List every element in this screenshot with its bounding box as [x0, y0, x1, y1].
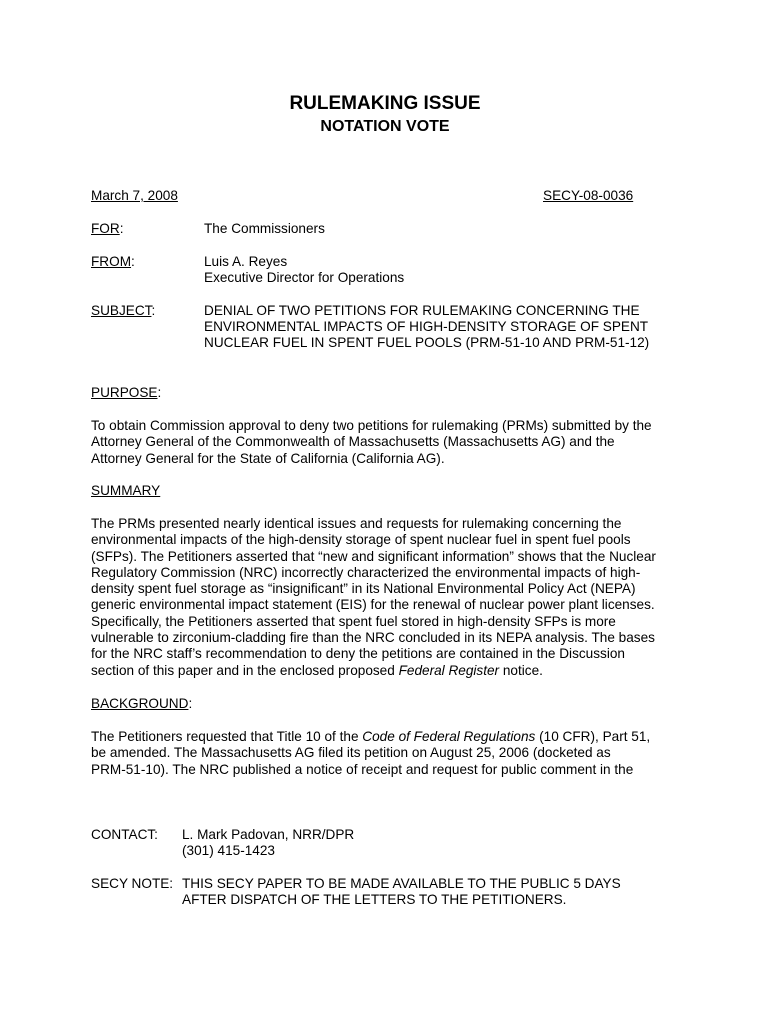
summary-paragraph: [91, 516, 681, 679]
purpose-line: Attorney General for the State of California (California AG).: [91, 450, 445, 466]
subject-line-1: DENIAL OF TWO PETITIONS FOR RULEMAKING CONCERNING THE: [204, 303, 640, 318]
secy-note-label: SECY NOTE:: [91, 876, 174, 891]
summary-line: density spent fuel storage as “insignificant” in its National Environmental Policy Act (NEPA): [91, 581, 636, 597]
for-label: FOR: [91, 221, 120, 236]
summary-line: generic environmental impact statement (EIS) for the renewal of nuclear power plant licenses.: [91, 597, 655, 613]
summary-line: environmental impacts of the high-density storage of spent nuclear fuel in spent fuel pools: [91, 532, 631, 548]
purpose-heading: PURPOSE: [91, 385, 158, 400]
summary-last-prefix: section of this paper and in the enclosed proposed: [91, 662, 399, 678]
memo-date: March 7, 2008: [91, 188, 178, 203]
summary-heading: SUMMARY: [91, 483, 161, 498]
document-subtitle: NOTATION VOTE: [320, 118, 450, 135]
background-line: be amended. The Massachusetts AG filed its petition on August 25, 2006 (docketed as: [91, 745, 611, 761]
summary-line: The PRMs presented nearly identical issues and requests for rulemaking concerning the: [91, 516, 622, 531]
purpose-paragraph: [91, 418, 681, 467]
secy-note-line-1: THIS SECY PAPER TO BE MADE AVAILABLE TO THE PUBLIC 5 DAYS: [182, 876, 621, 891]
for-value: The Commissioners: [204, 221, 325, 236]
contact-label: CONTACT:: [91, 827, 158, 842]
subject-label: SUBJECT: [91, 303, 152, 318]
summary-line-last: [91, 663, 681, 679]
federal-register-italic: Federal Register: [398, 662, 500, 678]
background-line1-suffix: (10 CFR), Part 51,: [535, 729, 651, 744]
background-heading: BACKGROUND: [91, 696, 189, 711]
from-name: Luis A. Reyes: [204, 254, 288, 269]
subject-label-row: SUBJECT:: [91, 303, 156, 318]
subject-line-3: NUCLEAR FUEL IN SPENT FUEL POOLS (PRM-51-10 AND PRM-51-12): [204, 335, 650, 350]
contact-name: L. Mark Padovan, NRR/DPR: [182, 827, 355, 842]
purpose-line: Attorney General of the Commonwealth of Massachusetts (Massachusetts AG) and the: [91, 434, 615, 450]
from-label: FROM: [91, 254, 132, 269]
background-heading-row: BACKGROUND:: [91, 696, 193, 711]
background-line: PRM-51-10). The NRC published a notice of receipt and request for public comment in the: [91, 761, 634, 777]
document-title: RULEMAKING ISSUE: [289, 93, 481, 114]
contact-phone: (301) 415-1423: [182, 843, 275, 858]
background-line-1: [91, 729, 681, 745]
summary-line: vulnerable to zirconium-cladding fire than the NRC concluded in its NEPA analysis. The bases: [91, 630, 655, 646]
purpose-line: To obtain Commission approval to deny two petitions for rulemaking (PRMs) submitted by the: [91, 418, 652, 433]
subject-line-2: ENVIRONMENTAL IMPACTS OF HIGH-DENSITY STORAGE OF SPENT: [204, 319, 649, 334]
summary-line: for the NRC staff’s recommendation to deny the petitions are contained in the Discussion: [91, 646, 625, 662]
from-title: Executive Director for Operations: [204, 270, 405, 285]
summary-last-suffix: notice.: [499, 662, 543, 678]
purpose-heading-row: PURPOSE:: [91, 385, 162, 400]
summary-line: Regulatory Commission (NRC) incorrectly characterized the environmental impacts of high-: [91, 564, 641, 580]
background-paragraph: [91, 729, 681, 778]
secy-number: SECY-08-0036: [543, 188, 634, 203]
for-label-row: FOR:: [91, 221, 124, 236]
summary-line: (SFPs). The Petitioners asserted that “new and significant information” shows that the Nuclear: [91, 548, 656, 564]
from-label-row: FROM:: [91, 254, 135, 269]
secy-note-line-2: AFTER DISPATCH OF THE LETTERS TO THE PETITIONERS.: [182, 892, 567, 907]
cfr-italic: Code of Federal Regulations: [362, 729, 536, 744]
summary-line: Specifically, the Petitioners asserted that spent fuel stored in high-density SFPs is more: [91, 613, 616, 629]
background-line1-prefix: The Petitioners requested that Title 10 of the: [91, 729, 363, 744]
